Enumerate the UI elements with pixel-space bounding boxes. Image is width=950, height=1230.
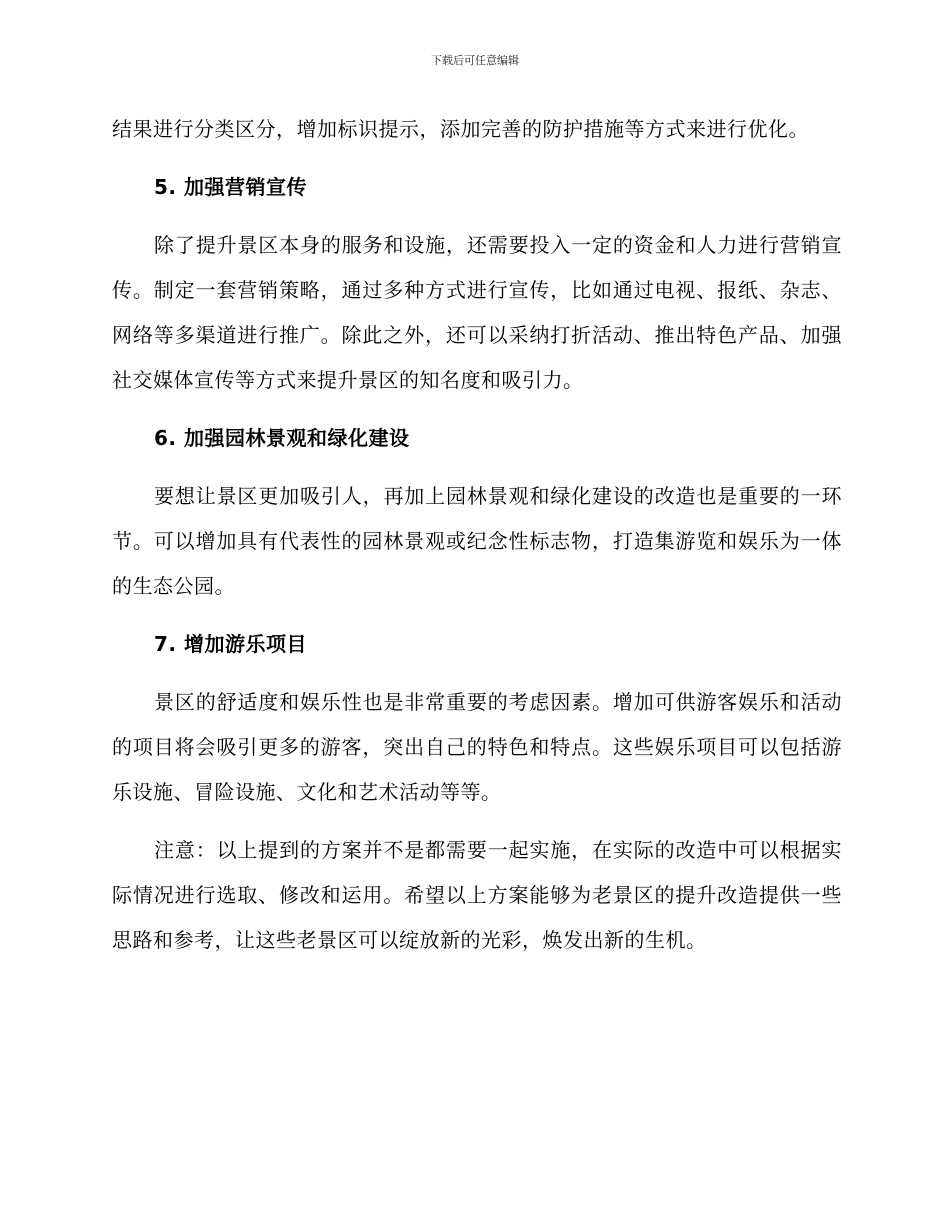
paragraph-landscape: 要想让景区更加吸引人，再加上园林景观和绿化建设的改造也是重要的一环节。可以增加具有代表性的园林景观或纪念性标志物，打造集游览和娱乐为一体的生态公园。 — [112, 484, 842, 598]
document-body — [112, 107, 842, 976]
paragraph-continuation: 结果进行分类区分，增加标识提示，添加完善的防护措施等方式来进行优化。 — [112, 117, 809, 141]
paragraph-note: 注意：以上提到的方案并不是都需要一起实施，在实际的改造中可以根据实际情况进行选取、修改和运用。希望以上方案能够为老景区的提升改造提供一些思路和参考，让这些老景区可以绽放新的光彩，焕发出新的生机。 — [112, 838, 842, 952]
section-heading-5: 5. 加强营销宣传 — [154, 175, 307, 199]
paragraph-amusement: 景区的舒适度和娱乐性也是非常重要的考虑因素。增加可供游客娱乐和活动的项目将会吸引更多的游客，突出自己的特色和特点。这些娱乐项目可以包括游乐设施、冒险设施、文化和艺术活动等等。 — [112, 690, 842, 804]
paragraph-marketing: 除了提升景区本身的服务和设施，还需要投入一定的资金和人力进行营销宣传。制定一套营销策略，通过多种方式进行宣传，比如通过电视、报纸、杂志、网络等多渠道进行推广。除此之外，还可以采纳打折活动、推出特色产品、加强社交媒体宣传等方式来提升景区的知名度和吸引力。 — [112, 233, 842, 392]
section-heading-7: 7. 增加游乐项目 — [154, 632, 307, 656]
page-header: 下载后可任意编辑 — [431, 54, 519, 67]
section-heading-6: 6. 加强园林景观和绿化建设 — [154, 426, 410, 450]
